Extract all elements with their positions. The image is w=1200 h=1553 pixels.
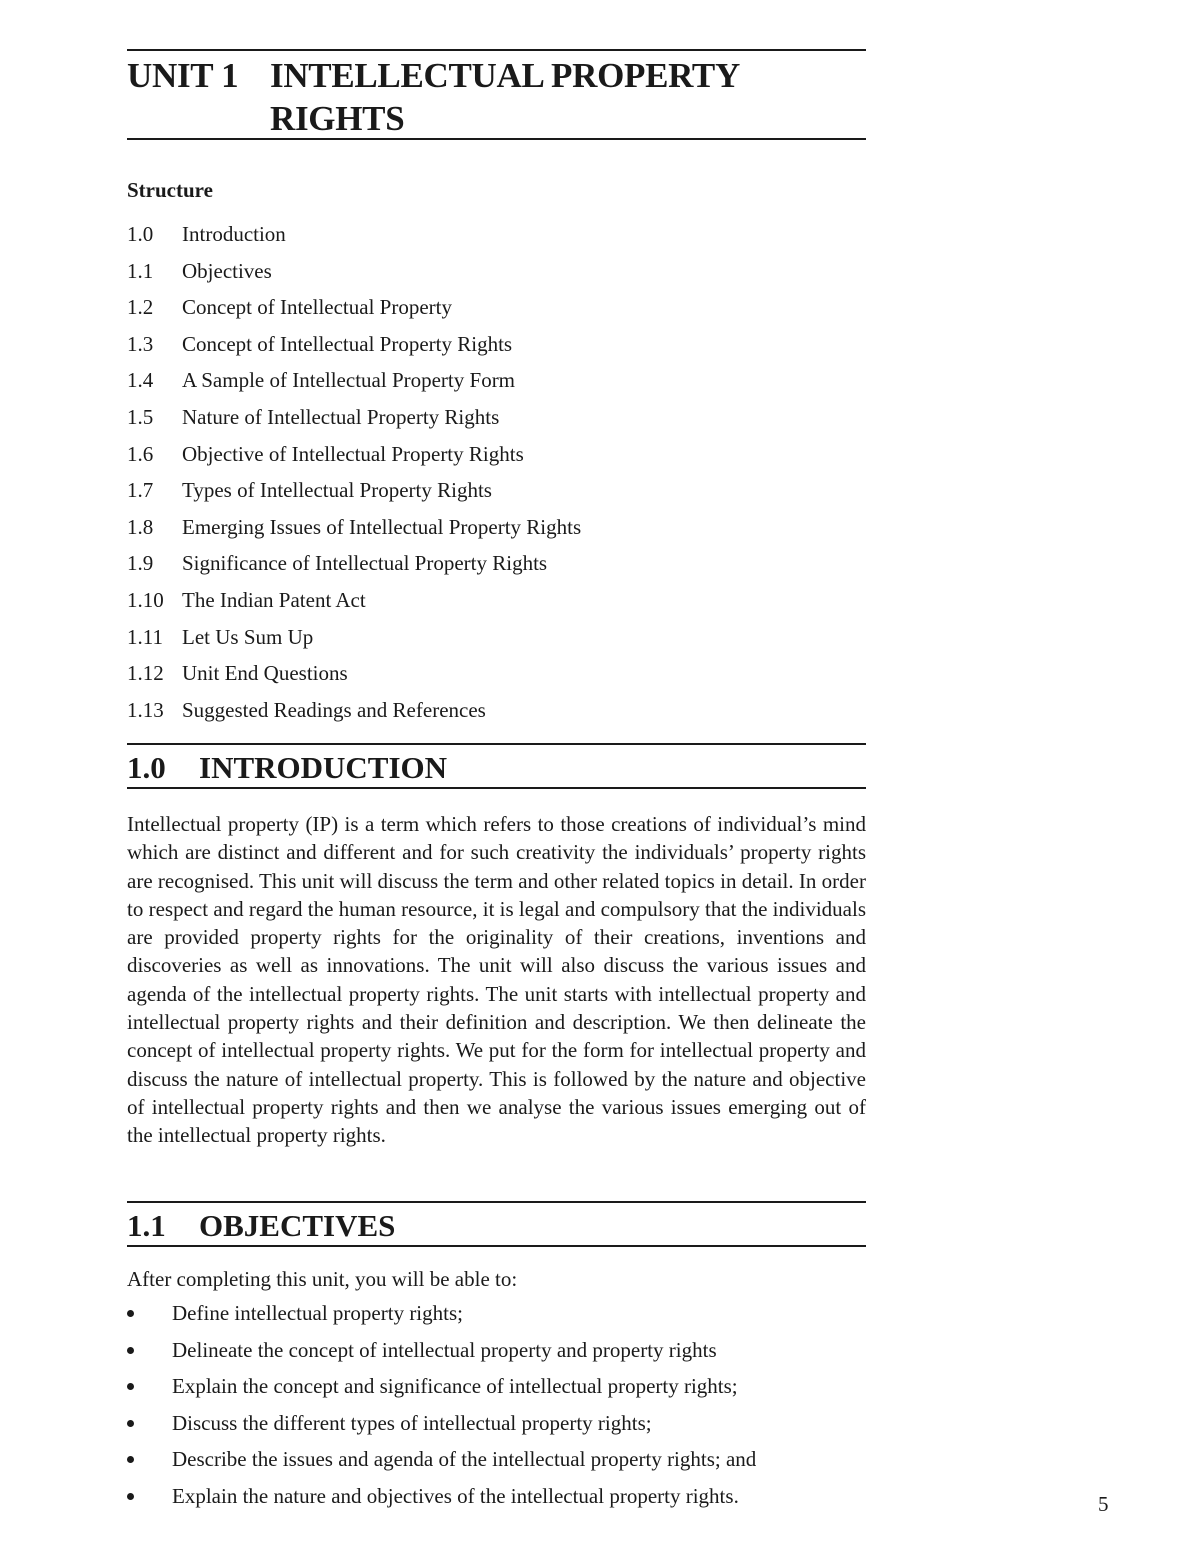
toc-item: 1.8 Emerging Issues of Intellectual Property Rights	[127, 514, 582, 539]
toc-item: 1.10 The Indian Patent Act	[127, 587, 366, 612]
toc-item: 1.9 Significance of Intellectual Property Rights	[127, 551, 548, 576]
introduction-top-rule	[127, 743, 866, 745]
toc-item: 1.3 Concept of Intellectual Property Rights	[127, 331, 513, 356]
bullet-icon	[127, 1493, 134, 1500]
toc-item: 1.2 Concept of Intellectual Property	[127, 295, 452, 320]
unit-number: UNIT 1	[127, 56, 239, 95]
unit-name: INTELLECTUAL PROPERTY RIGHTS	[270, 56, 739, 138]
list-item: Delineate the concept of intellectual property and property rights	[127, 1335, 756, 1372]
objectives-heading: 1.1 OBJECTIVES	[127, 1208, 396, 1243]
toc-item: 1.13 Suggested Readings and References	[127, 697, 486, 722]
list-item: Explain the concept and significance of intellectual property rights;	[127, 1371, 756, 1408]
list-item: Describe the issues and agenda of the intellectual property rights; and	[127, 1444, 756, 1481]
table-of-contents	[127, 219, 581, 731]
page-number: 5	[1098, 1492, 1109, 1516]
toc-item: 1.12 Unit End Questions	[127, 661, 348, 686]
toc-item: 1.5 Nature of Intellectual Property Rights	[127, 404, 500, 429]
toc-item: 1.11 Let Us Sum Up	[127, 624, 314, 649]
toc-item: 1.4 A Sample of Intellectual Property Form	[127, 368, 516, 393]
bullet-icon	[127, 1456, 134, 1463]
structure-label: Structure	[127, 178, 213, 202]
objectives-bottom-rule	[127, 1245, 866, 1247]
introduction-heading: 1.0 INTRODUCTION	[127, 750, 448, 785]
toc-item: 1.7 Types of Intellectual Property Rights	[127, 478, 492, 503]
bullet-icon	[127, 1383, 134, 1390]
list-item: Explain the nature and objectives of the intellectual property rights.	[127, 1481, 756, 1518]
list-item: Discuss the different types of intellectual property rights;	[127, 1408, 756, 1445]
objectives-top-rule	[127, 1201, 866, 1203]
objectives-list	[127, 1298, 756, 1518]
bullet-icon	[127, 1347, 134, 1354]
title-top-rule	[127, 49, 866, 51]
introduction-bottom-rule	[127, 787, 866, 789]
bullet-icon	[127, 1420, 134, 1427]
introduction-paragraph: Intellectual property (IP) is a term which refers to those creations of individual’s mind which are distinct and different and for such creativity the individuals’ property rights are recognised. This unit will discuss the term and other related topics in detail. In order to respect and regard the human resource, it is legal and compulsory that the individuals are provided property rights for the originality of their creations, inventions and discoveries as well as innovations. The unit will also discuss the various issues and agenda of the intellectual property rights. The unit starts with intellectual property and intellectual property rights and their definition and description. We then delineate the concept of intellectual property rights. We put for the form for intellectual property and discuss the nature of intellectual property. This is followed by the nature and objective of intellectual property rights and then we analyse the various issues emerging out of the intellectual property rights.	[127, 812, 866, 1148]
bullet-icon	[127, 1310, 134, 1317]
list-item: Define intellectual property rights;	[127, 1298, 756, 1335]
toc-item: 1.0 Introduction	[127, 222, 286, 246]
objectives-intro: After completing this unit, you will be able to:	[127, 1267, 518, 1291]
title-bottom-rule	[127, 138, 866, 140]
toc-item: 1.1 Objectives	[127, 258, 272, 283]
toc-item: 1.6 Objective of Intellectual Property Rights	[127, 441, 524, 466]
